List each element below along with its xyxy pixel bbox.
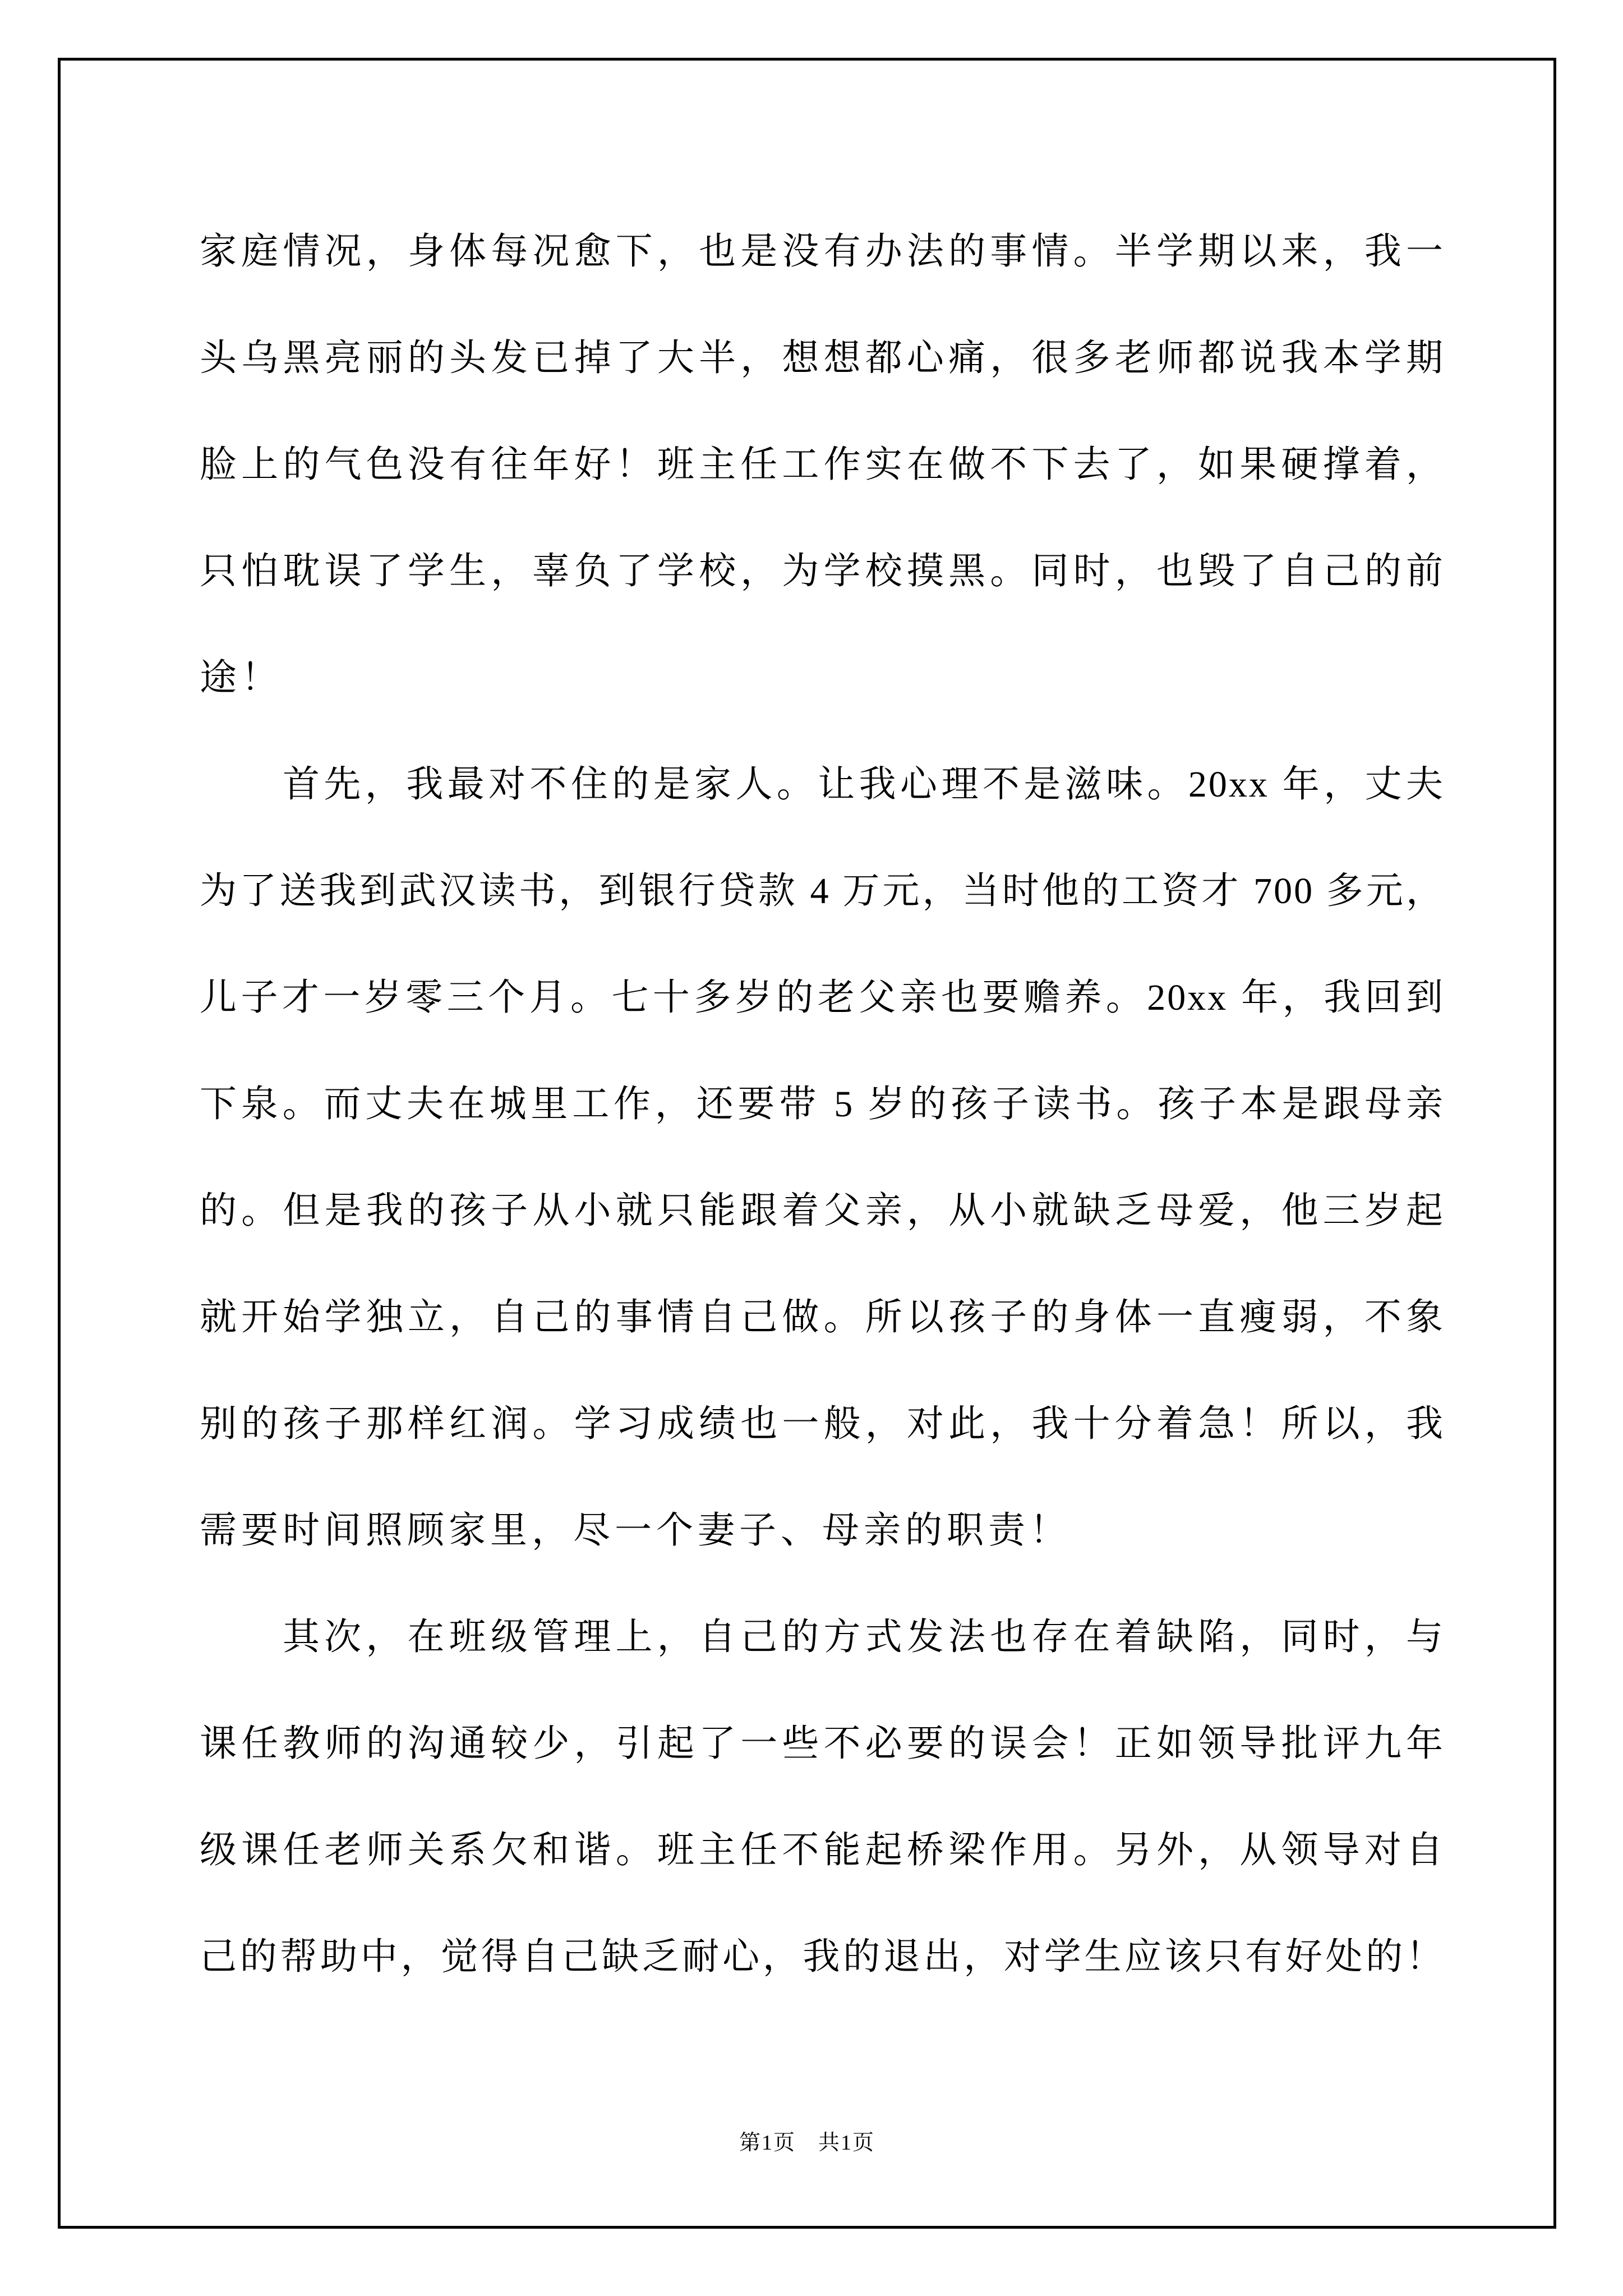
body-text bbox=[200, 199, 1445, 2010]
text-line: 途！ bbox=[200, 657, 283, 698]
page-footer: 第1页 共1页 bbox=[739, 2131, 875, 2155]
text-line: 家庭情况，身体每况愈下，也是没有办法的事情。半学期以来，我一 bbox=[200, 231, 1445, 272]
text-line: 需要时间照顾家里，尽一个妻子、母亲的职责！ bbox=[200, 1510, 1071, 1551]
text-line: 脸上的气色没有往年好！班主任工作实在做不下去了，如果硬撑着， bbox=[200, 444, 1445, 485]
page-border-frame bbox=[58, 58, 1556, 2229]
text-line: 首先，我最对不住的是家人。让我心理不是滋味。20xx 年，丈夫 bbox=[283, 764, 1445, 805]
text-line: 级课任老师关系欠和谐。班主任不能起桥梁作用。另外，从领导对自 bbox=[200, 1830, 1445, 1871]
text-line: 的。但是我的孩子从小就只能跟着父亲，从小就缺乏母爱，他三岁起 bbox=[200, 1190, 1445, 1231]
text-line: 为了送我到武汉读书，到银行贷款 4 万元，当时他的工资才 700 多元， bbox=[200, 871, 1445, 912]
text-line: 其次，在班级管理上，自己的方式发法也存在着缺陷，同时，与 bbox=[283, 1617, 1445, 1658]
text-line: 就开始学独立，自己的事情自己做。所以孩子的身体一直瘦弱，不象 bbox=[200, 1297, 1445, 1338]
text-line: 下泉。而丈夫在城里工作，还要带 5 岁的孩子读书。孩子本是跟母亲 bbox=[200, 1084, 1445, 1125]
text-line: 课任教师的沟通较少，引起了一些不必要的误会！正如领导批评九年 bbox=[200, 1723, 1445, 1764]
text-line: 头乌黑亮丽的头发已掉了大半，想想都心痛，很多老师都说我本学期 bbox=[200, 338, 1445, 379]
text-line: 己的帮助中，觉得自己缺乏耐心，我的退出，对学生应该只有好处的！ bbox=[200, 1936, 1445, 1977]
text-line: 儿子才一岁零三个月。七十多岁的老父亲也要赡养。20xx 年，我回到 bbox=[200, 977, 1445, 1018]
text-line: 只怕耽误了学生，辜负了学校，为学校摸黑。同时，也毁了自己的前 bbox=[200, 551, 1445, 592]
text-line: 别的孩子那样红润。学习成绩也一般，对此，我十分着急！所以，我 bbox=[200, 1404, 1445, 1444]
